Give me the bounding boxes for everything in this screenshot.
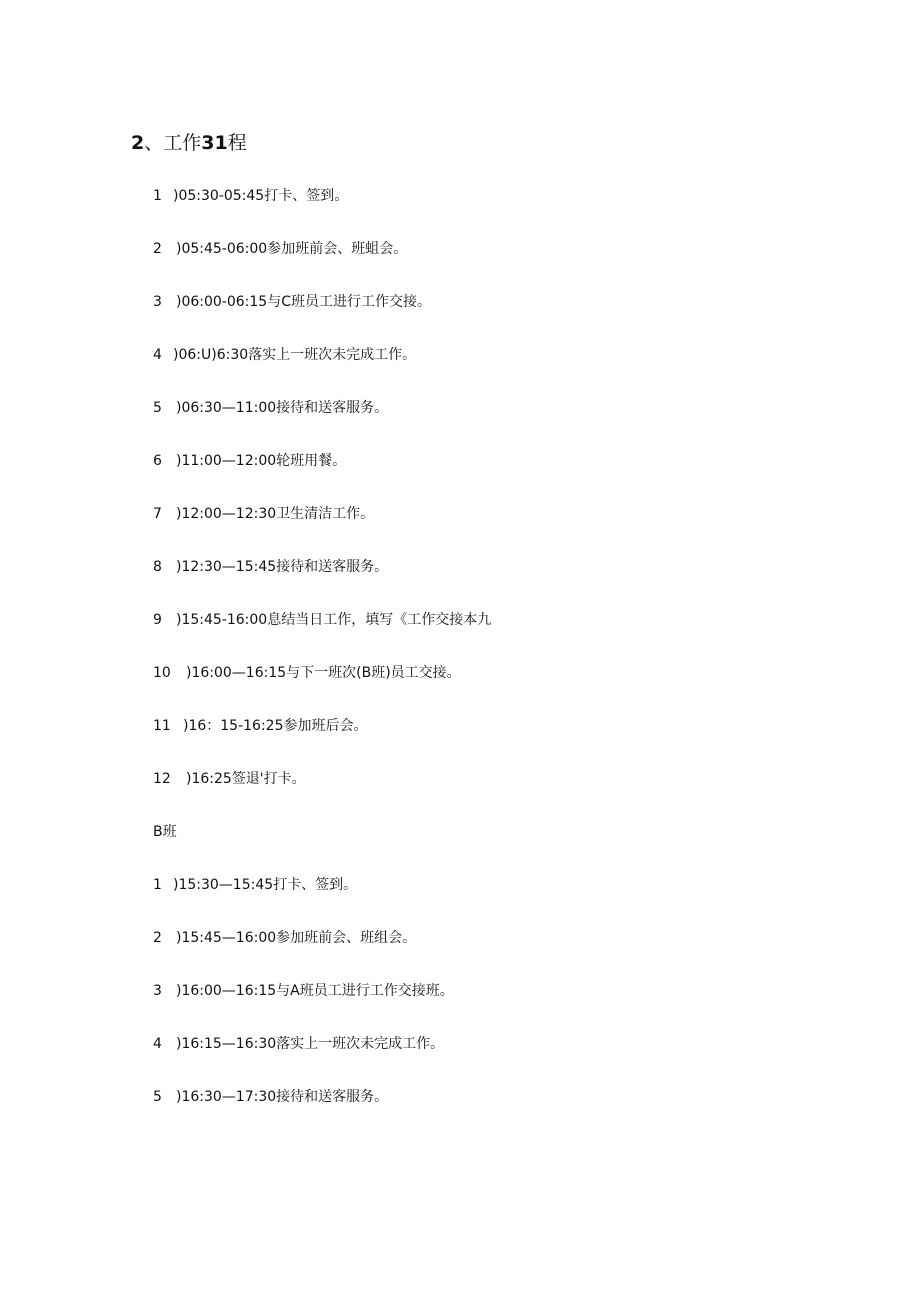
item-text: )06:30—11:00接待和送客服务。 [176, 400, 389, 416]
list-item [153, 981, 454, 1001]
item-number: 3 [153, 983, 162, 999]
item-text: )05:30-05:45打卡、签到。 [173, 188, 349, 204]
list-item [153, 769, 306, 789]
item-text: )16:00—16:15与A班员工进行工作交接班。 [176, 983, 454, 999]
heading-text-b: 31 [201, 132, 228, 154]
item-text: )12:00—12:30卫生清洁工作。 [176, 506, 375, 522]
item-number: 1 [153, 188, 162, 204]
item-text: )15:45—16:00参加班前会、班组会。 [176, 930, 417, 946]
item-number: 2 [153, 930, 162, 946]
list-item [153, 239, 407, 259]
list-item [153, 504, 374, 524]
section-heading [131, 130, 247, 156]
item-text: )16：15-16:25参加班后会。 [183, 718, 368, 734]
item-number: 8 [153, 559, 162, 575]
list-item [153, 928, 416, 948]
list-item [153, 663, 461, 683]
list-item [153, 557, 388, 577]
heading-number: 2 [131, 132, 145, 154]
item-text: )05:45-06:00参加班前会、班蛆会。 [176, 241, 408, 257]
list-item [153, 716, 368, 736]
list-item [153, 398, 388, 418]
item-number: 7 [153, 506, 162, 522]
list-item [153, 610, 491, 630]
item-number: 1 [153, 877, 162, 893]
list-item [153, 1034, 444, 1054]
shift-b-label: B班 [153, 824, 177, 840]
item-text: )06:00-06:15与C班员工进行工作交接。 [176, 294, 431, 310]
item-number: 2 [153, 241, 162, 257]
item-number: 6 [153, 453, 162, 469]
item-number: 12 [153, 771, 171, 787]
item-number: 5 [153, 1089, 162, 1105]
item-text: )06:U)6:30落实上一班次未完成工作。 [173, 347, 417, 363]
list-item [153, 186, 348, 206]
list-item [153, 292, 431, 312]
heading-text-c: 程 [227, 132, 247, 154]
item-text: )15:30—15:45打卡、签到。 [173, 877, 358, 893]
list-item [153, 875, 357, 895]
item-text: )16:00—16:15与下一班次(B班)员工交接。 [186, 665, 461, 681]
item-number: 9 [153, 612, 162, 628]
list-item [153, 451, 346, 471]
item-text: )12:30—15:45接待和送客服务。 [176, 559, 389, 575]
item-text: )15:45-16:00息结当日工作，填写《工作交接本九 [176, 612, 492, 628]
item-number: 4 [153, 1036, 162, 1052]
item-number: 4 [153, 347, 162, 363]
item-number: 11 [153, 718, 171, 734]
item-number: 10 [153, 665, 171, 681]
item-text: )11:00—12:00轮班用餐。 [176, 453, 347, 469]
item-text: )16:30—17:30接待和送客服务。 [176, 1089, 389, 1105]
heading-text-a: 工作 [163, 132, 202, 154]
item-text: )16:25签退'打卡。 [186, 771, 306, 787]
item-text: )16:15—16:30落实上一班次未完成工作。 [176, 1036, 445, 1052]
list-item [153, 1087, 388, 1107]
item-number: 3 [153, 294, 162, 310]
heading-separator: 、 [144, 132, 164, 154]
list-item [153, 345, 416, 365]
item-number: 5 [153, 400, 162, 416]
